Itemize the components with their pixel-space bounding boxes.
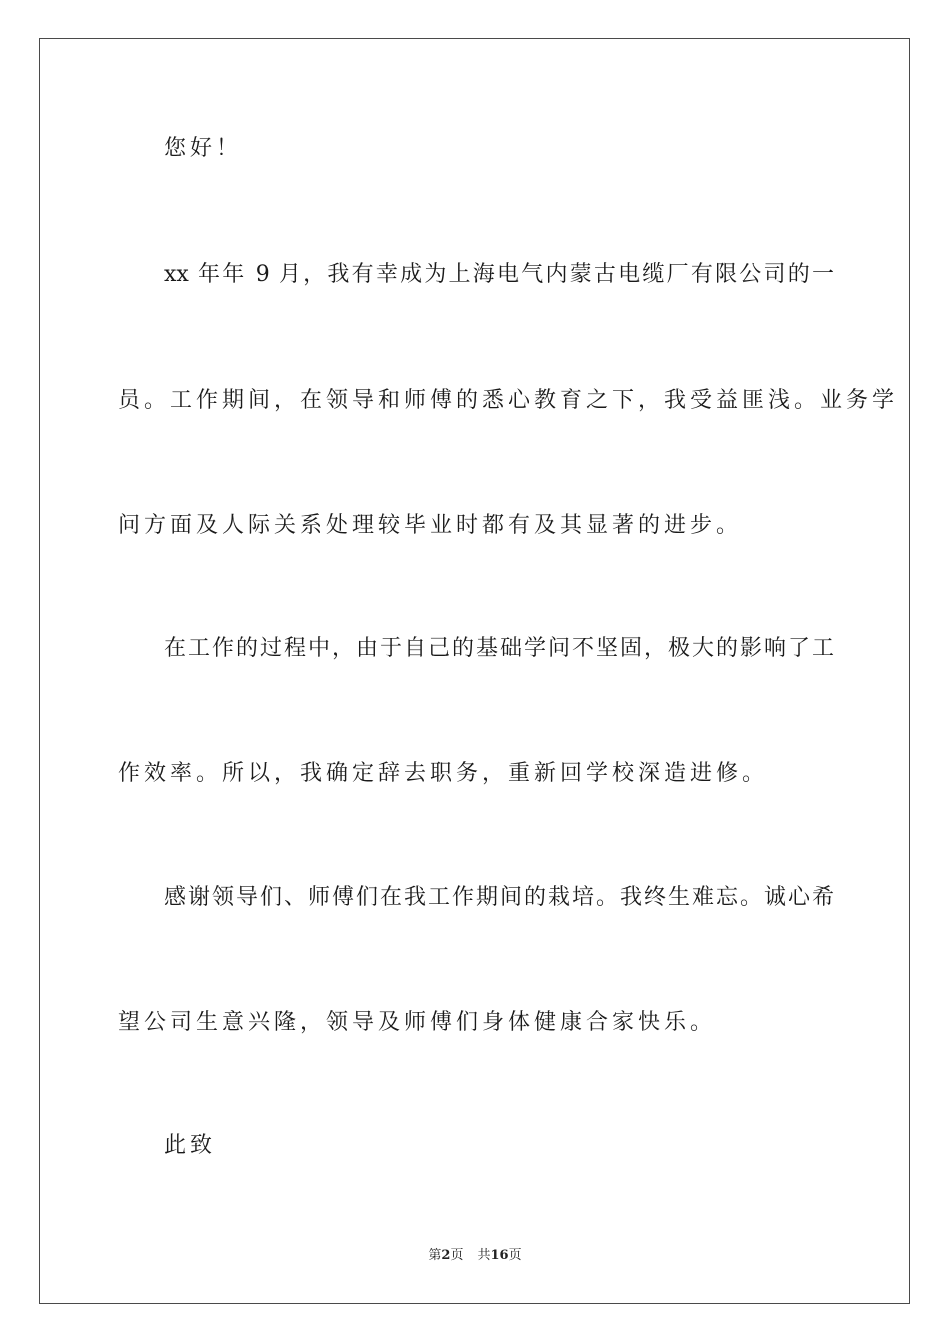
- footer-page-number: 2: [441, 1248, 451, 1263]
- footer-page-prefix: 第: [428, 1248, 442, 1263]
- paragraph-1-line-2: 员。工作期间，在领导和师傅的悉心教育之下，我受益匪浅。业务学: [118, 388, 899, 413]
- paragraph-2-line-1: 在工作的过程中，由于自己的基础学问不坚固，极大的影响了工: [164, 636, 834, 661]
- page-footer: [0, 1246, 950, 1266]
- paragraph-1-line-3: 问方面及人际关系处理较毕业时都有及其显著的进步。: [118, 513, 743, 538]
- footer-page-suffix: 页: [450, 1248, 464, 1263]
- footer-total-number: 16: [490, 1248, 509, 1263]
- paragraph-3-line-2: 望公司生意兴隆，领导及师傅们身体健康合家快乐。: [118, 1010, 717, 1035]
- paragraph-1-line-1: xx 年年 9 月，我有幸成为上海电气内蒙古电缆厂有限公司的一: [164, 262, 834, 287]
- paragraph-2-line-2: 作效率。所以，我确定辞去职务，重新回学校深造进修。: [118, 761, 769, 786]
- footer-total-suffix: 页: [508, 1248, 522, 1263]
- greeting: 您好！: [164, 136, 243, 161]
- paragraph-3-line-1: 感谢领导们、师傅们在我工作期间的栽培。我终生难忘。诚心希: [164, 885, 834, 910]
- page-frame: [39, 38, 910, 1304]
- closing-salutation: 此致: [164, 1133, 217, 1158]
- footer-total-prefix: 共: [477, 1248, 491, 1263]
